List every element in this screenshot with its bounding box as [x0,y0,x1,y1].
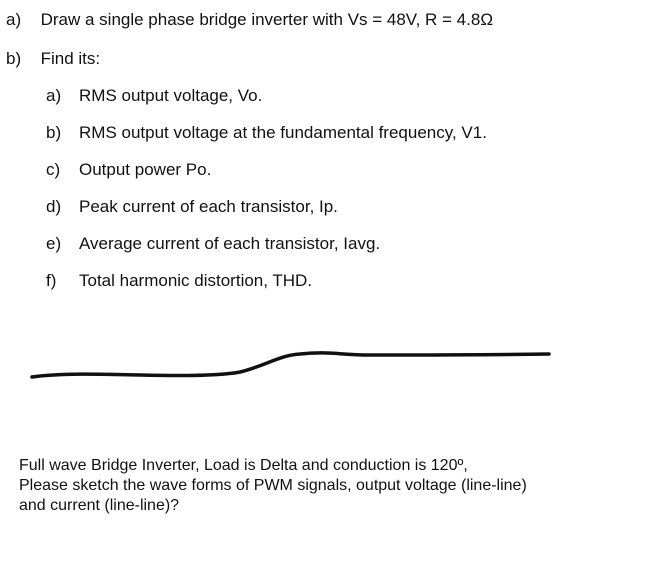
question-a-text: Draw a single phase bridge inverter with Vs = 48V, R = 4.8Ω [40,10,494,29]
sub-item [46,234,380,254]
sub-item-marker: e) [46,234,62,253]
sub-item-marker: a) [46,86,62,105]
sub-item-marker: d) [46,197,62,216]
sub-item-text: Peak current of each transistor, Ip. [79,197,338,216]
sub-item-marker: c) [46,160,61,179]
sub-item [46,271,312,291]
sub-item-marker: f) [46,271,57,290]
note-line: and current (line-line)? [19,497,180,514]
sub-item-text: RMS output voltage at the fundamental frequency, V1. [79,123,487,142]
problem-note [19,456,649,516]
question-b [6,49,100,69]
question-b-text: Find its: [40,49,101,68]
sub-item-text: Total harmonic distortion, THD. [79,271,313,290]
question-a-marker: a) [6,10,22,29]
sub-item [46,160,211,180]
sub-item-text: RMS output voltage, Vo. [79,86,263,105]
hand-drawn-divider [0,340,662,390]
sub-item-marker: b) [46,123,62,142]
sub-item-text: Average current of each transistor, Iavg. [79,234,381,253]
sub-item [46,86,262,106]
note-line: Full wave Bridge Inverter, Load is Delta and conduction is 120º, [19,457,468,474]
sub-item [46,123,487,143]
sub-item-text: Output power Po. [79,160,212,179]
note-line: Please sketch the wave forms of PWM signals, output voltage (line-line) [19,477,527,494]
question-a [6,10,493,30]
sub-item [46,197,338,217]
question-b-marker: b) [6,49,22,68]
